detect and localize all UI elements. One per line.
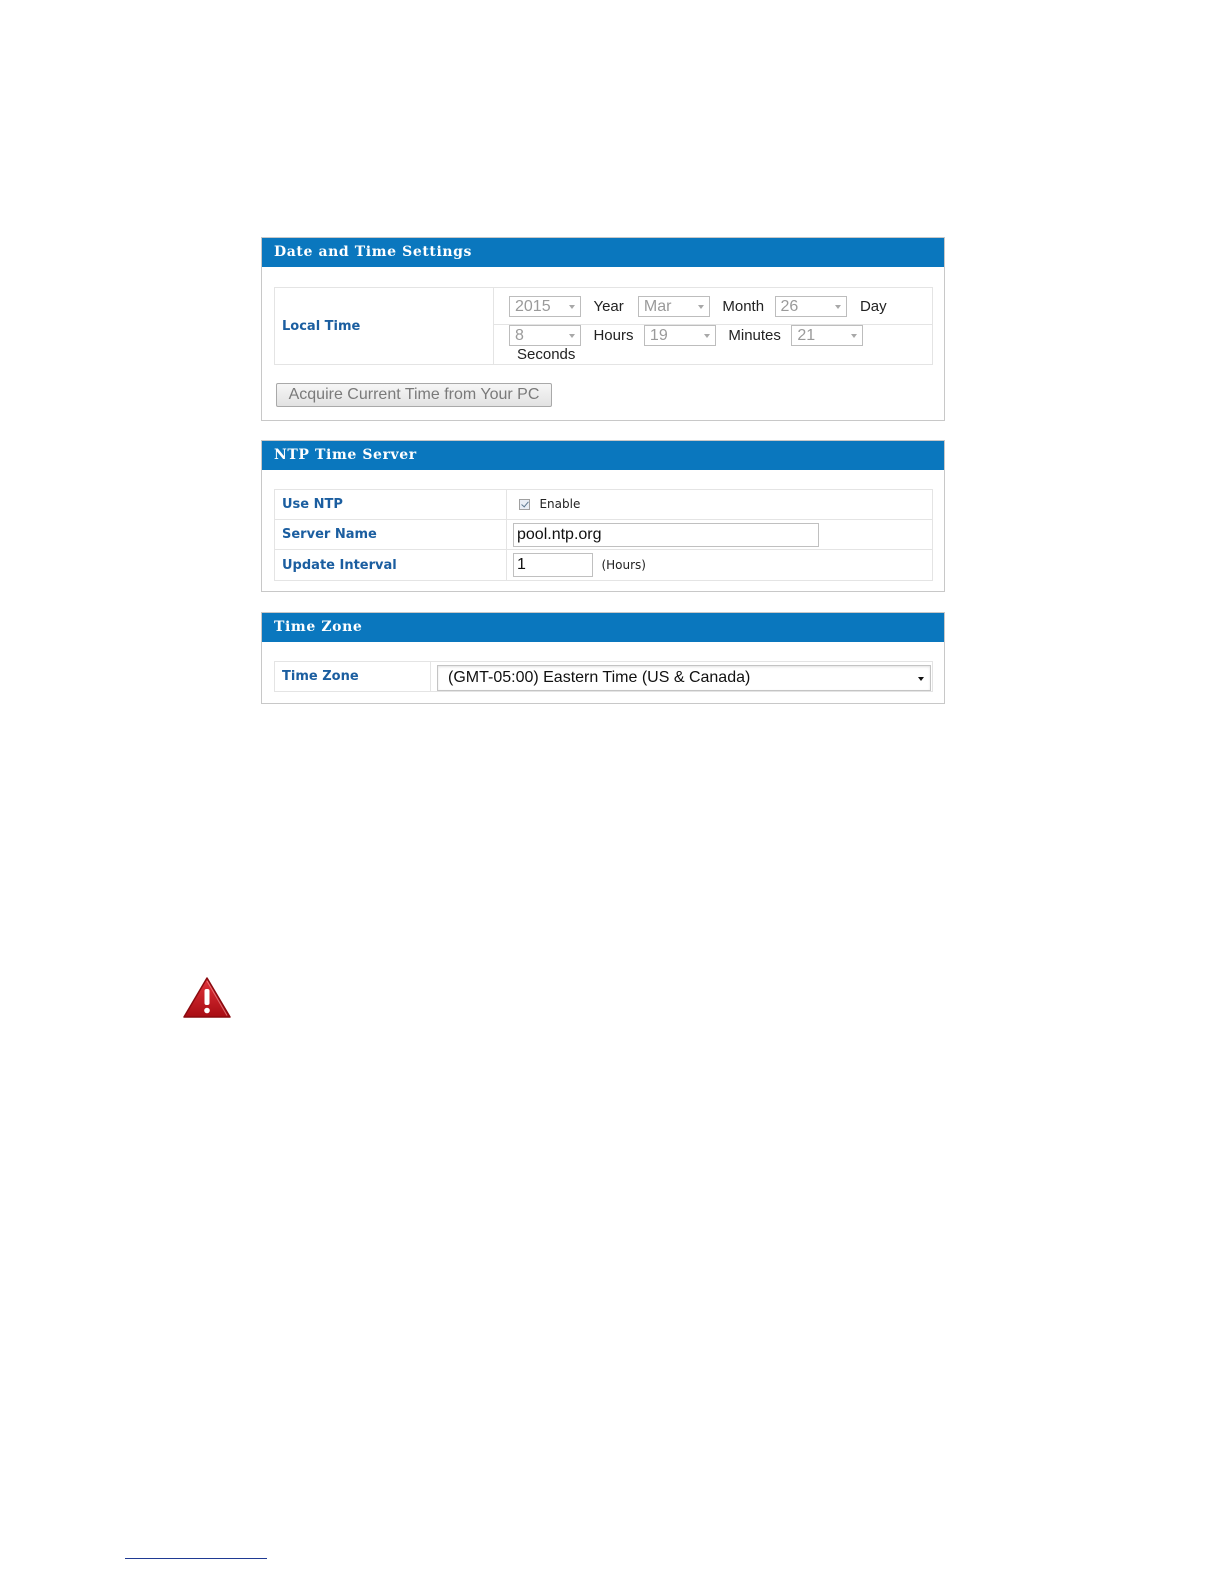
second-value: 21 (797, 327, 816, 344)
chevron-down-icon (704, 334, 710, 338)
ntp-time-server-title: NTP Time Server (262, 441, 944, 470)
date-time-settings-title: Date and Time Settings (262, 238, 944, 267)
month-unit-label: Month (722, 297, 765, 315)
server-name-input[interactable]: pool.ntp.org (513, 523, 819, 547)
time-zone-label: Time Zone (275, 662, 431, 692)
hour-select[interactable] (509, 325, 581, 346)
time-zone-value: (GMT-05:00) Eastern Time (US & Canada) (448, 669, 751, 686)
ntp-time-server-panel (261, 440, 945, 592)
chevron-down-icon (698, 305, 704, 309)
warning-icon (182, 976, 232, 1025)
use-ntp-label: Use NTP (275, 490, 507, 520)
month-value: Mar (643, 297, 672, 315)
enable-label: Enable (539, 497, 581, 512)
time-zone-panel (261, 612, 945, 704)
chevron-down-icon (835, 305, 841, 309)
local-time-table (274, 287, 933, 365)
ntp-table (274, 489, 933, 581)
footnote-separator (125, 1558, 267, 1559)
minute-select[interactable] (644, 325, 716, 346)
hour-unit-label: Hours (593, 327, 634, 344)
year-select[interactable] (509, 296, 581, 317)
acquire-time-button[interactable]: Acquire Current Time from Your PC (276, 383, 552, 407)
update-interval-label: Update Interval (275, 550, 507, 581)
day-select[interactable] (775, 296, 847, 317)
time-zone-select[interactable] (437, 665, 931, 691)
hour-value: 8 (515, 327, 524, 344)
update-interval-input[interactable]: 1 (513, 553, 593, 577)
chevron-down-icon (569, 334, 575, 338)
time-zone-table (274, 661, 933, 692)
minute-value: 19 (649, 327, 668, 344)
year-unit-label: Year (593, 297, 624, 315)
server-name-label: Server Name (275, 520, 507, 550)
date-time-settings-panel (261, 237, 945, 421)
second-unit-label: Seconds (517, 346, 576, 364)
minute-unit-label: Minutes (728, 327, 781, 344)
local-time-label: Local Time (275, 288, 494, 365)
month-select[interactable] (638, 296, 710, 317)
time-zone-select-wrapper (437, 662, 932, 691)
chevron-down-icon (569, 305, 575, 309)
update-interval-unit: (Hours) (601, 558, 646, 572)
day-unit-label: Day (859, 297, 887, 315)
second-select[interactable] (791, 325, 863, 346)
enable-ntp-checkbox[interactable] (519, 499, 530, 510)
chevron-down-icon (851, 334, 857, 338)
day-value: 26 (780, 297, 799, 315)
time-zone-title: Time Zone (262, 613, 944, 642)
year-value: 2015 (515, 297, 551, 315)
chevron-down-icon (918, 677, 924, 681)
